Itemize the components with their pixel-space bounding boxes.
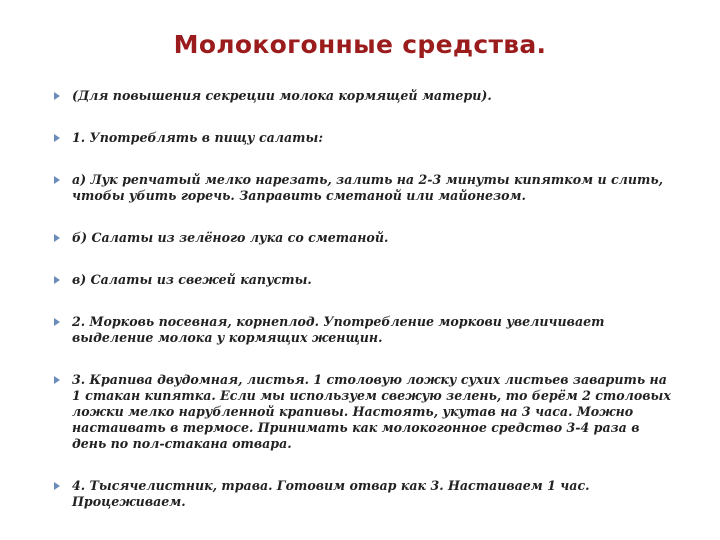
triangle-bullet-icon [54, 92, 60, 100]
bullet-item [54, 172, 674, 204]
triangle-bullet-icon [54, 482, 60, 490]
bullet-item [54, 478, 674, 510]
bullet-item [54, 230, 674, 246]
bullet-text: 4. Тысячелистник, трава. Готовим отвар как 3. Настаиваем 1 час. Процеживаем. [72, 478, 590, 509]
bullet-item [54, 314, 674, 346]
triangle-bullet-icon [54, 376, 60, 384]
bullet-text: б) Салаты из зелёного лука со сметаной. [72, 230, 389, 245]
bullet-item [54, 372, 674, 452]
bullet-item [54, 272, 674, 288]
bullet-text: 2. Морковь посевная, корнеплод. Употребление моркови увеличивает выделение молока у кормящих женщин. [72, 314, 605, 345]
bullet-text: в) Салаты из свежей капусты. [72, 272, 312, 287]
bullet-text: 3. Крапива двудомная, листья. 1 столовую ложку сухих листьев заварить на 1 стакан кипятка. Если мы используем свежую зелень, то берём 2 столовых ложки мелко нарубленной крапивы. Настоять, укутав на 3 часа. Можно настаивать в термосе. Принимать как молокогонное средство 3-4 раза в день по пол-стакана отвара. [72, 372, 671, 451]
triangle-bullet-icon [54, 318, 60, 326]
bullet-text: 1. Употреблять в пищу салаты: [72, 130, 323, 145]
bullet-item [54, 130, 674, 146]
triangle-bullet-icon [54, 276, 60, 284]
triangle-bullet-icon [54, 134, 60, 142]
bullet-item [54, 88, 674, 104]
bullet-list [54, 88, 674, 510]
triangle-bullet-icon [54, 234, 60, 242]
bullet-text: а) Лук репчатый мелко нарезать, залить на 2-3 минуты кипятком и слить, чтобы убить горечь. Заправить сметаной или майонезом. [72, 172, 664, 203]
slide-title: Молокогонные средства. [173, 30, 547, 59]
triangle-bullet-icon [54, 176, 60, 184]
bullet-text: (Для повышения секреции молока кормящей матери). [72, 88, 492, 103]
